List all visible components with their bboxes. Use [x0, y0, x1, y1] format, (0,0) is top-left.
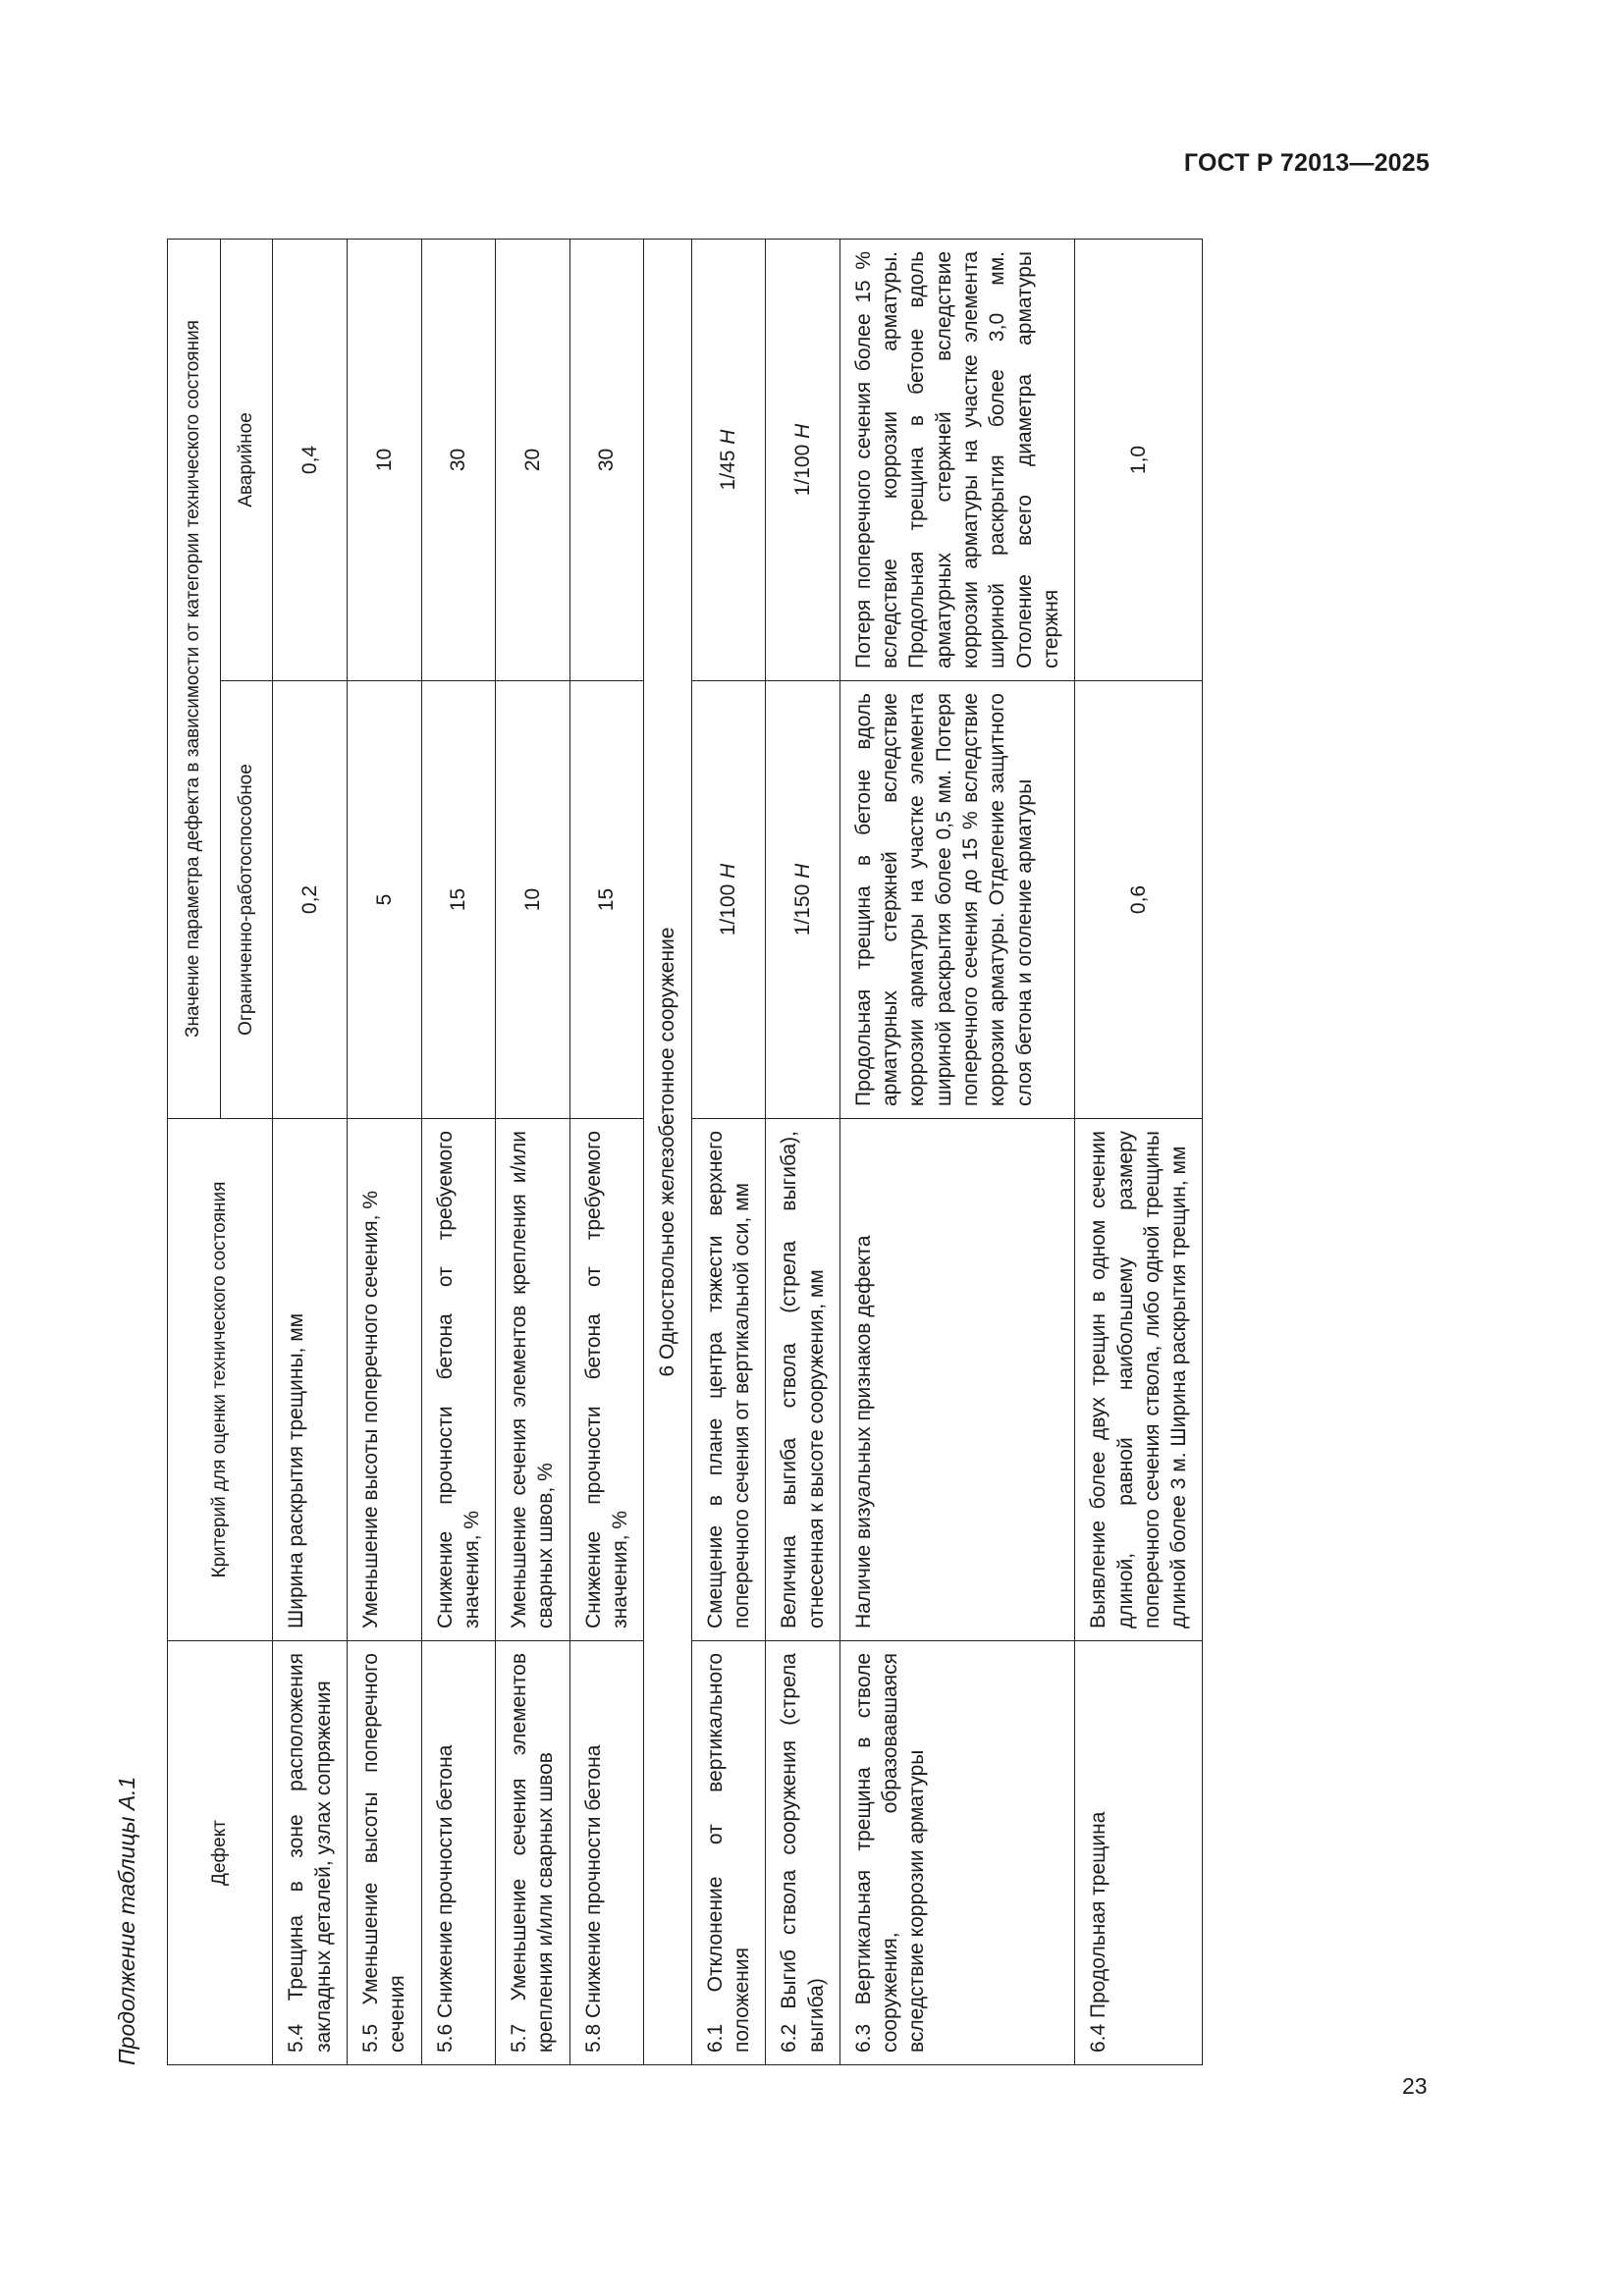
header-limited: Ограниченно-работоспособное [220, 681, 273, 1119]
header-defect: Дефект [168, 1641, 273, 2065]
document-standard-header: ГОСТ Р 72013—2025 [1183, 149, 1430, 177]
limited-value-cell: 5 [347, 681, 421, 1119]
emergency-value-cell [766, 239, 840, 680]
table-row [273, 239, 348, 2064]
height-variable: H [717, 429, 740, 445]
header-emergency: Аварийное [220, 239, 273, 680]
table-row [691, 239, 766, 2064]
defect-cell: 6.3 Вертикальная трещина в стволе сооружения, образовавшаяся вследствие коррозии арматуры [839, 1641, 1074, 2065]
value-fraction: 1/150 [790, 878, 814, 936]
emergency-value-cell: 0,4 [273, 239, 348, 680]
page-number: 23 [1402, 2073, 1428, 2099]
table-row [569, 239, 644, 2064]
section-title: 6 Одноствольное железобетонное сооружение [644, 239, 691, 2064]
value-fraction: 1/100 [717, 878, 740, 936]
defect-cell: 5.6 Снижение прочности бетона [421, 1641, 496, 2065]
emergency-value-cell: 30 [421, 239, 496, 680]
table-row [347, 239, 421, 2064]
defect-cell: 5.7 Уменьшение сечения элементов крепления и/или сварных швов [496, 1641, 570, 2065]
limited-value-cell: Продольная трещина в бетоне вдоль арматурных стержней вследствие коррозии арматуры на участке элемента шириной раскрытия более 0,5 мм. Потеря поперечного сечения до 15 % вследствие коррозии арматуры. Отделение защитного слоя бетона и оголение арматуры [839, 681, 1074, 1119]
value-fraction: 1/100 [790, 438, 814, 497]
table-row [496, 239, 570, 2064]
criterion-cell: Смещение в плане центра тяжести верхнего поперечного сечения от вертикальной оси, мм [691, 1119, 766, 1641]
limited-value-cell: 0,6 [1075, 681, 1203, 1119]
emergency-value-cell: 10 [347, 239, 421, 680]
header-criterion: Критерий для оценки технического состояния [168, 1119, 273, 1641]
height-variable: H [790, 423, 814, 439]
criterion-cell: Уменьшение высоты поперечного сечения, % [347, 1119, 421, 1641]
table-row [1075, 239, 1203, 2064]
limited-value-cell: 15 [569, 681, 644, 1119]
table-row [421, 239, 496, 2064]
defect-cell: 6.4 Продольная трещина [1075, 1641, 1203, 2065]
limited-value-cell: 15 [421, 681, 496, 1119]
defect-cell: 6.1 Отклонение от вертикального положения [691, 1641, 766, 2065]
defect-cell: 6.2 Выгиб ствола сооружения (стрела выгиба) [766, 1641, 840, 2065]
criterion-cell: Снижение прочности бетона от требуемого значения, % [569, 1119, 644, 1641]
section-row [644, 239, 691, 2064]
defect-cell: 5.8 Снижение прочности бетона [569, 1641, 644, 2065]
table-row [839, 239, 1074, 2064]
height-variable: H [790, 863, 814, 879]
criterion-cell: Наличие визуальных признаков дефекта [839, 1119, 1074, 1641]
emergency-value-cell: 20 [496, 239, 570, 680]
defect-cell: 5.4 Трещина в зоне расположения закладных деталей, узлах сопряжения [273, 1641, 348, 2065]
defect-cell: 5.5 Уменьшение высоты поперечного сечения [347, 1641, 421, 2065]
emergency-value-cell [691, 239, 766, 680]
emergency-value-cell: 1,0 [1075, 239, 1203, 680]
height-variable: H [717, 863, 740, 879]
criterion-cell: Ширина раскрытия трещины, мм [273, 1119, 348, 1641]
table-row [766, 239, 840, 2064]
defects-table [167, 239, 1203, 2065]
limited-value-cell: 10 [496, 681, 570, 1119]
limited-value-cell [766, 681, 840, 1119]
criterion-cell: Уменьшение сечения элементов крепления и/или сварных швов, % [496, 1119, 570, 1641]
criterion-cell: Величина выгиба ствола (стрела выгиба), отнесенная к высоте сооружения, мм [766, 1119, 840, 1641]
criterion-cell: Выявление более двух трещин в одном сечении длиной, равной наибольшему размеру поперечного сечения ствола, либо одной трещины длиной более 3 м. Ширина раскрытия трещин, мм [1075, 1119, 1203, 1641]
emergency-value-cell: 30 [569, 239, 644, 680]
table-caption: Продолжение таблицы А.1 [114, 1776, 139, 2065]
rotated-table-area [88, 240, 1404, 2065]
header-value-group: Значение параметра дефекта в зависимости от категории технического состояния [168, 239, 221, 1118]
value-fraction: 1/45 [717, 444, 740, 491]
limited-value-cell [691, 681, 766, 1119]
limited-value-cell: 0,2 [273, 681, 348, 1119]
criterion-cell: Снижение прочности бетона от требуемого значения, % [421, 1119, 496, 1641]
emergency-value-cell: Потеря поперечного сечения более 15 % вследствие коррозии арматуры. Продольная трещина в бетоне вдоль арматурных стержней вследствие коррозии арматуры на участке элемента шириной раскрытия более 3,0 мм. Отоление всего диаметра арматуры стержня [839, 239, 1074, 680]
